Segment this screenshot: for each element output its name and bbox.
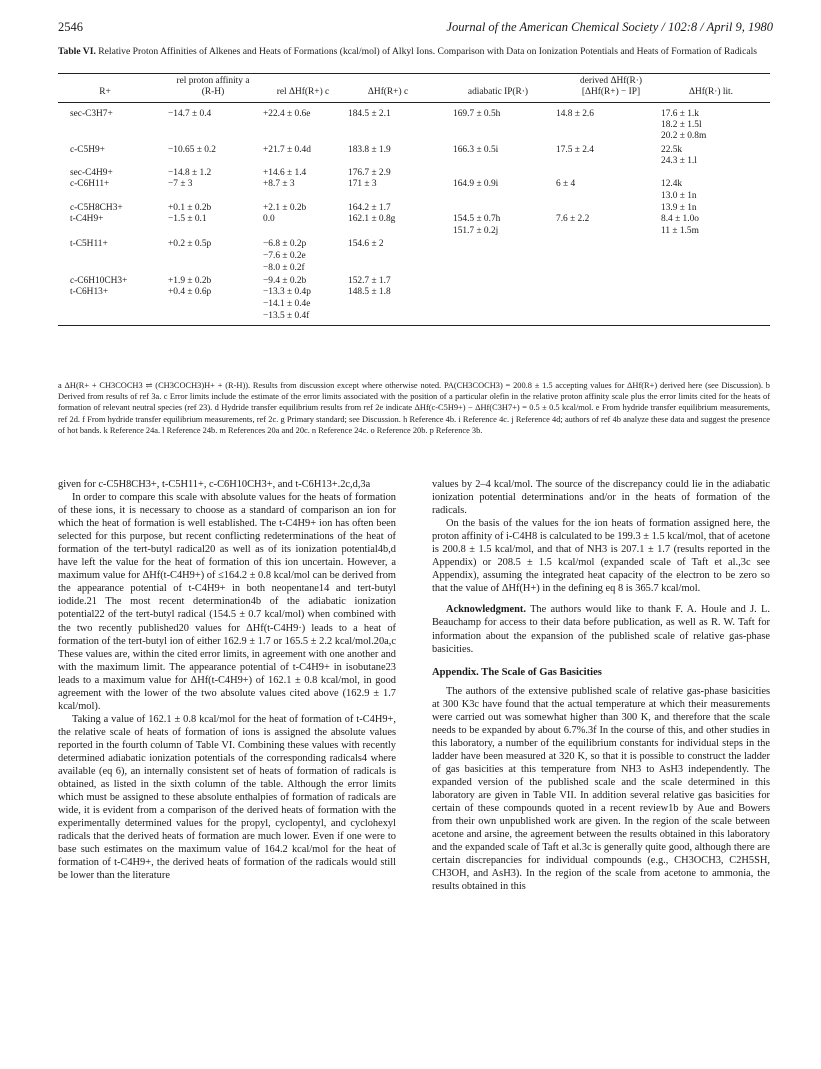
table-cell: −7.6 ± 0.2e <box>263 251 306 261</box>
ion-label: t-C4H9+ <box>70 214 104 224</box>
column-header: [ΔHf(R+) − IP] <box>581 87 641 97</box>
table-cell: 154.6 ± 2 <box>348 239 384 249</box>
table-rule <box>58 73 770 74</box>
table-cell: −1.5 ± 0.1 <box>168 214 207 224</box>
table-rule <box>58 102 770 103</box>
table-cell: −13.5 ± 0.4f <box>263 311 310 321</box>
table-cell: +1.9 ± 0.2b <box>168 276 212 286</box>
table-cell: 151.7 ± 0.2j <box>453 226 499 236</box>
ion-label: t-C6H13+ <box>70 287 109 297</box>
table-cell: 24.3 ± 1.l <box>661 156 697 166</box>
table-cell: −14.1 ± 0.4e <box>263 299 311 309</box>
table-cell: 17.5 ± 2.4 <box>556 145 594 155</box>
table-cell: 20.2 ± 0.8m <box>661 131 707 141</box>
table-cell: 176.7 ± 2.9 <box>348 168 391 178</box>
table-cell: 12.4k <box>661 179 683 189</box>
table-cell: 17.6 ± 1.k <box>661 109 699 119</box>
appendix-heading: Appendix. The Scale of Gas Basicities <box>432 666 602 678</box>
paragraph: given for c-C5H8CH3+, t-C5H11+, c-C6H10CH3+, and t-C6H13+.2c,d,3a <box>58 479 371 490</box>
table-cell: +22.4 ± 0.6e <box>263 109 311 119</box>
table-cell: 13.9 ± 1n <box>661 203 697 213</box>
page-header <box>58 20 773 38</box>
table-cell: 164.2 ± 1.7 <box>348 203 391 213</box>
column-header: (R-H) <box>201 87 225 97</box>
table-cell: +2.1 ± 0.2b <box>263 203 307 213</box>
right-column <box>432 478 770 893</box>
table-cell: +0.1 ± 0.2b <box>168 203 212 213</box>
paragraph: Taking a value of 162.1 ± 0.8 kcal/mol for the heat of formation of t-C4H9+, the relative scale of heats of formation of ions is assigned the absolute values reported in the fourth column of Table VI. Combining these values with recently determined adiabatic ionization potentials of the corresponding radicals4 where available (eq 6), an internally consistent set of heats of formation of radicals is obtained, as listed in the sixth column of the table. Although the error limits which must be assigned to these absolute enthalpies of formation of radicals are wide, it is evident from a comparison of the derived heats of formation with the experimentally determined values for the propyl, cyclopentyl, and cyclohexyl radicals that the derived heats of formation are much lower. Even if one were to base such estimates on the maximum value of 164.2 kcal/mol for the heat of formation of t-C4H9+, the derived heats of formation of the radicals would still be lower than the literature <box>58 713 396 882</box>
table-cell: 166.3 ± 0.5i <box>453 145 499 155</box>
table-caption-label: Table VI. <box>58 46 96 57</box>
table-cell: 7.6 ± 2.2 <box>556 214 590 224</box>
table-cell: +14.6 ± 1.4 <box>263 168 307 178</box>
table-cell: −14.7 ± 0.4 <box>168 109 212 119</box>
acknowledgment-text: The authors would like to thank F. A. Houle and J. L. Beauchamp for access to their data before publication, as well as R. W. Taft for information about the expansion of the published scale of relative gas-phase basicities. <box>432 604 770 655</box>
ion-label: c-C5H8CH3+ <box>70 203 123 213</box>
paragraph: The authors of the extensive published scale of relative gas-phase basicities at 300 K3c have found that the actual temperature at which their measurements were carried out was somewhat higher than 300 K, and therefore that the scale needs to be expanded by about 6.7%.3f In the course of this, and other studies in this laboratory, a number of the equilibrium constants for individual steps in the ladder have been measured at 320 K, so that it is possible to construct the ladder of gas basicities at this temperature from NH3 to AsH3 independently. The expanded version of the published scale and the scale determined in this laboratory are given in Table VII. In addition several relative gas basicities for certain of these compounds quoted in a recent review1b by Aue and Bowers from their own unpublished work are given. In the region of the scale between acetone and arsine, the agreement between the results obtained in this laboratory and the expanded scale of Taft et al.3c is generally quite good, although there are certain discrepancies for individual compounds (e.g., CH3OCH3, C2H5SH, CH3OH, and AsH3). In the region of the scale from acetone to ammonia, the results obtained in this <box>432 685 770 893</box>
table-cell: 164.9 ± 0.9i <box>453 179 499 189</box>
table-cell: −13.3 ± 0.4p <box>263 287 311 297</box>
table-cell: 171 ± 3 <box>348 179 377 189</box>
table-cell: 162.1 ± 0.8g <box>348 214 396 224</box>
paragraph: In order to compare this scale with absolute values for the heats of formation of these ions, it is necessary to choose as a standard of comparison an ion for which the heat of formation is well established. The t-C4H9+ ion has often been selected for this purpose, but recent conflicting redeterminations of the heat of formation of the tert-butyl radical20 as well as of its ionization potential4b,d have left the value for the heat of formation of this ion uncertain. However, a maximum value for ΔHf(t-C4H9+) of ≤164.2 ± 0.8 kcal/mol can be derived from the appearance potential of t-C4H9+ in both neopentane14 and tert-butyl iodide.21 The most recent determination4b of the adiabatic ionization potential22 of the tert-butyl radical (154.5 ± 0.7 kcal/mol) when combined with the two recently published20 values for ΔHf(t-C4H9·) leads to a heat of formation of the tert-butyl ion of either 162.9 ± 1.7 or 165.5 ± 2.2 kcal/mol.20a,c These values are, within the cited error limits, in agreement with one another and with the maximum limit. The appearance potential of t-C4H9+ in isobutane23 leads to a maximum value for ΔHf(t-C4H9+) of 162.1 ± 0.8 kcal/mol, in good agreement with the lower of the two absolute values cited above (162.9 ± 1.7 kcal/mol). <box>58 492 396 712</box>
column-header: ΔHf(R+) c <box>367 87 409 97</box>
table-cell: 154.5 ± 0.7h <box>453 214 501 224</box>
table-cell: 18.2 ± 1.5l <box>661 120 702 130</box>
ion-label: c-C6H11+ <box>70 179 110 189</box>
table-cell: −6.8 ± 0.2p <box>263 239 307 249</box>
table-cell: 8.4 ± 1.0o <box>661 214 699 224</box>
table-cell: −10.65 ± 0.2 <box>168 145 216 155</box>
table-cell: 13.0 ± 1n <box>661 191 697 201</box>
journal-title: Journal of the American Chemical Society / 102:8 / April 9, 1980 <box>446 20 773 34</box>
column-header: rel ΔHf(R+) c <box>276 87 330 97</box>
table-cell: +0.4 ± 0.6p <box>168 287 212 297</box>
column-header: adiabatic IP(R·) <box>467 87 529 97</box>
ion-label: t-C5H11+ <box>70 239 108 249</box>
page-number: 2546 <box>58 20 83 34</box>
column-header: rel proton affinity a <box>176 76 250 86</box>
table-cell: 148.5 ± 1.8 <box>348 287 391 297</box>
table-cell: 14.8 ± 2.6 <box>556 109 594 119</box>
table-cell: −7 ± 3 <box>168 179 193 189</box>
table-cell: 169.7 ± 0.5h <box>453 109 501 119</box>
table-cell: +21.7 ± 0.4d <box>263 145 311 155</box>
table-cell: 152.7 ± 1.7 <box>348 276 391 286</box>
ion-label: sec-C4H9+ <box>70 168 113 178</box>
ion-label: c-C5H9+ <box>70 145 105 155</box>
table-cell: −8.0 ± 0.2f <box>263 263 305 273</box>
table-caption-text: Relative Proton Affinities of Alkenes and Heats of Formations (kcal/mol) of Alkyl Ions. Comparison with Data on Ionization Potentials and Heats of Formation of Radicals <box>98 46 758 57</box>
paragraph: values by 2–4 kcal/mol. The source of the discrepancy could lie in the adiabatic ionization potential determinations and/or in the heats of formation of the radicals. <box>432 479 770 517</box>
table-footnotes: a ΔH(R+ + CH3COCH3 ⇌ (CH3COCH3)H+ + (R-H)). Results from discussion except where otherwise noted. PA(CH3COCH3) = 200.8 ± 1.5 accepting values for ΔHf(R+) derived here (see Discussion). b Derived from results of ref 3a. c Error limits include the estimate of the error limits associated with the position of a particular olefin in the relative proton affinity scale plus the error limits cited for the heats of formation of relevant neutral species (ref 23). d Hydride transfer equilibrium results from ref 2e indicate ΔHf(c-C5H9+) − ΔHf(C3H7+) = 0.5 ± 0.5 kcal/mol. e From hydride transfer equilibrium measurements, ref 2d. f From hydride transfer equilibrium measurements, ref 2c. g Primary standard; see Discussion. h Reference 4b. i Reference 4c. j Reference 4d; authors of ref 4b analyze these data and suggest the presence of hot bands. k Reference 24a. l Reference 24b. m References 20a and 20c. n Reference 24c. o Reference 20b. p Reference 3b. <box>58 381 770 435</box>
table-cell: −14.8 ± 1.2 <box>168 168 212 178</box>
table-cell: 0.0 <box>263 214 275 224</box>
table-cell: +0.2 ± 0.5p <box>168 239 212 249</box>
table-rule <box>58 325 770 326</box>
table-cell: −9.4 ± 0.2b <box>263 276 307 286</box>
table-caption <box>58 46 770 57</box>
table-cell: 184.5 ± 2.1 <box>348 109 391 119</box>
column-header: derived ΔHf(R·) <box>580 76 642 86</box>
ion-label: sec-C3H7+ <box>70 109 113 119</box>
table-cell: 22.5k <box>661 145 683 155</box>
table-cell: 183.8 ± 1.9 <box>348 145 391 155</box>
acknowledgment-title: Acknowledgment. <box>446 604 526 616</box>
column-header: R+ <box>99 87 111 97</box>
table-cell: 11 ± 1.5m <box>661 226 699 236</box>
ion-label: c-C6H10CH3+ <box>70 276 128 286</box>
table-cell: +8.7 ± 3 <box>263 179 295 189</box>
column-header: ΔHf(R·) lit. <box>688 87 734 97</box>
paragraph: On the basis of the values for the ion heats of formation assigned here, the proton affinity of i-C4H8 is calculated to be 199.3 ± 1.5 kcal/mol, that of acetone is 200.8 ± 1.5 kcal/mol, and that of NH3 is 207.1 ± 1.7 (results reported in the Appendix) or 208.5 ± 1.5 kcal/mol (expanded scale of Taft et al.,3c see Appendix), assuming the integrated heat capacity of the electron to be zero so that the value of ΔHf(H+) in the defining eq 8 is 365.7 kcal/mol. <box>432 518 770 595</box>
acknowledgment <box>432 603 770 655</box>
table-cell: 6 ± 4 <box>556 179 576 189</box>
left-column <box>58 478 396 882</box>
